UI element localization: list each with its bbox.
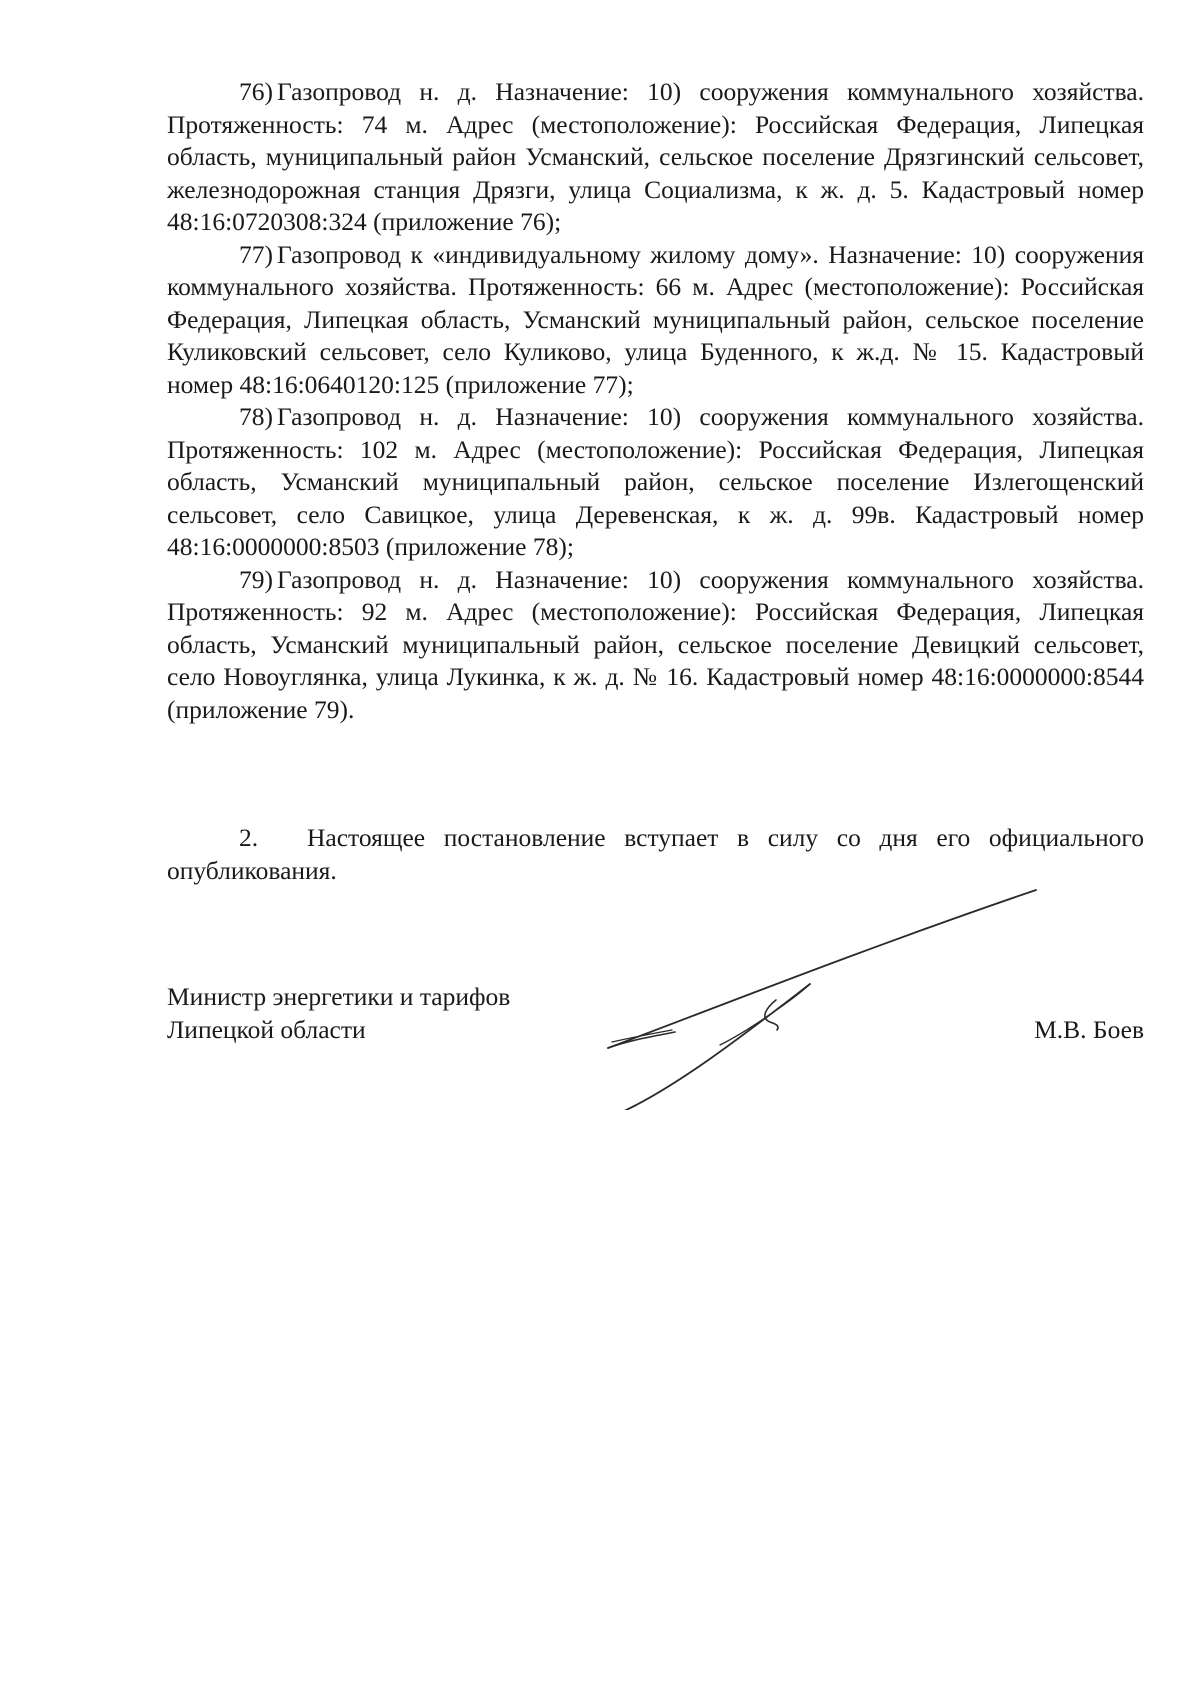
item-text: Газопровод н. д. Назначение: 10) сооружения коммунального хозяйства. Протяженность: 74 м. Адрес (местоположение): Российская Федерация, Липецкая область, муниципальный район Усманский, сельское поселение Дрязгинский сельсовет, железнодорожная станция Дрязги, улица Социализма, к ж. д. 5. Кадастровый номер 48:16:0720308:324 (приложение 76); [167,77,1144,236]
item-text: Газопровод к «индивидуальному жилому дому». Назначение: 10) сооружения коммунального хозяйства. Протяженность: 66 м. Адрес (местоположение): Российская Федерация, Липецкая область, Усманский муниципальный район, сельское поселение Куликовский сельсовет, село Куликово, улица Буденного, к ж.д. № 15. Кадастровый номер 48:16:0640120:125 (приложение 77); [167,239,1144,399]
item-text: Газопровод н. д. Назначение: 10) сооружения коммунального хозяйства. Протяженность: 102 м. Адрес (местоположение): Российская Федерация, Липецкая область, Усманский муниципальный район, сельское поселение Излегощенский сельсовет, село Савицкое, улица Деревенская, к ж. д. 99в. Кадастровый номер 48:16:0000000:8503 (приложение 78); [167,402,1144,561]
signer-name: М.В. Боев [1034,1015,1144,1044]
clause-number: 2. [239,823,259,852]
items-list [167,76,1144,726]
signer-title-line-2: Липецкой области [167,1015,366,1044]
list-item-76 [167,76,1144,239]
list-item-78 [167,401,1144,564]
clause-2 [167,822,1144,887]
item-number: 78) [239,402,273,431]
signer-title-line-1: Министр энергетики и тарифов [167,982,511,1011]
item-text: Газопровод н. д. Назначение: 10) сооружения коммунального хозяйства. Протяженность: 92 м. Адрес (местоположение): Российская Федерация, Липецкая область, Усманский муниципальный район, сельское поселение Девицкий сельсовет, село Новоуглянка, улица Лукинка, к ж. д. № 16. Кадастровый номер 48:16:0000000:8544 (приложение 79). [167,564,1144,724]
handwritten-signature [600,880,1040,1110]
list-item-79 [167,564,1144,727]
item-number: 76) [239,77,273,106]
item-number: 77) [239,239,273,269]
signer-title [167,980,510,1046]
list-item-77 [167,239,1144,402]
item-number: 79) [239,564,273,594]
clause-text: Настоящее постановление вступает в силу со дня его официального опубликования. [167,823,1144,885]
